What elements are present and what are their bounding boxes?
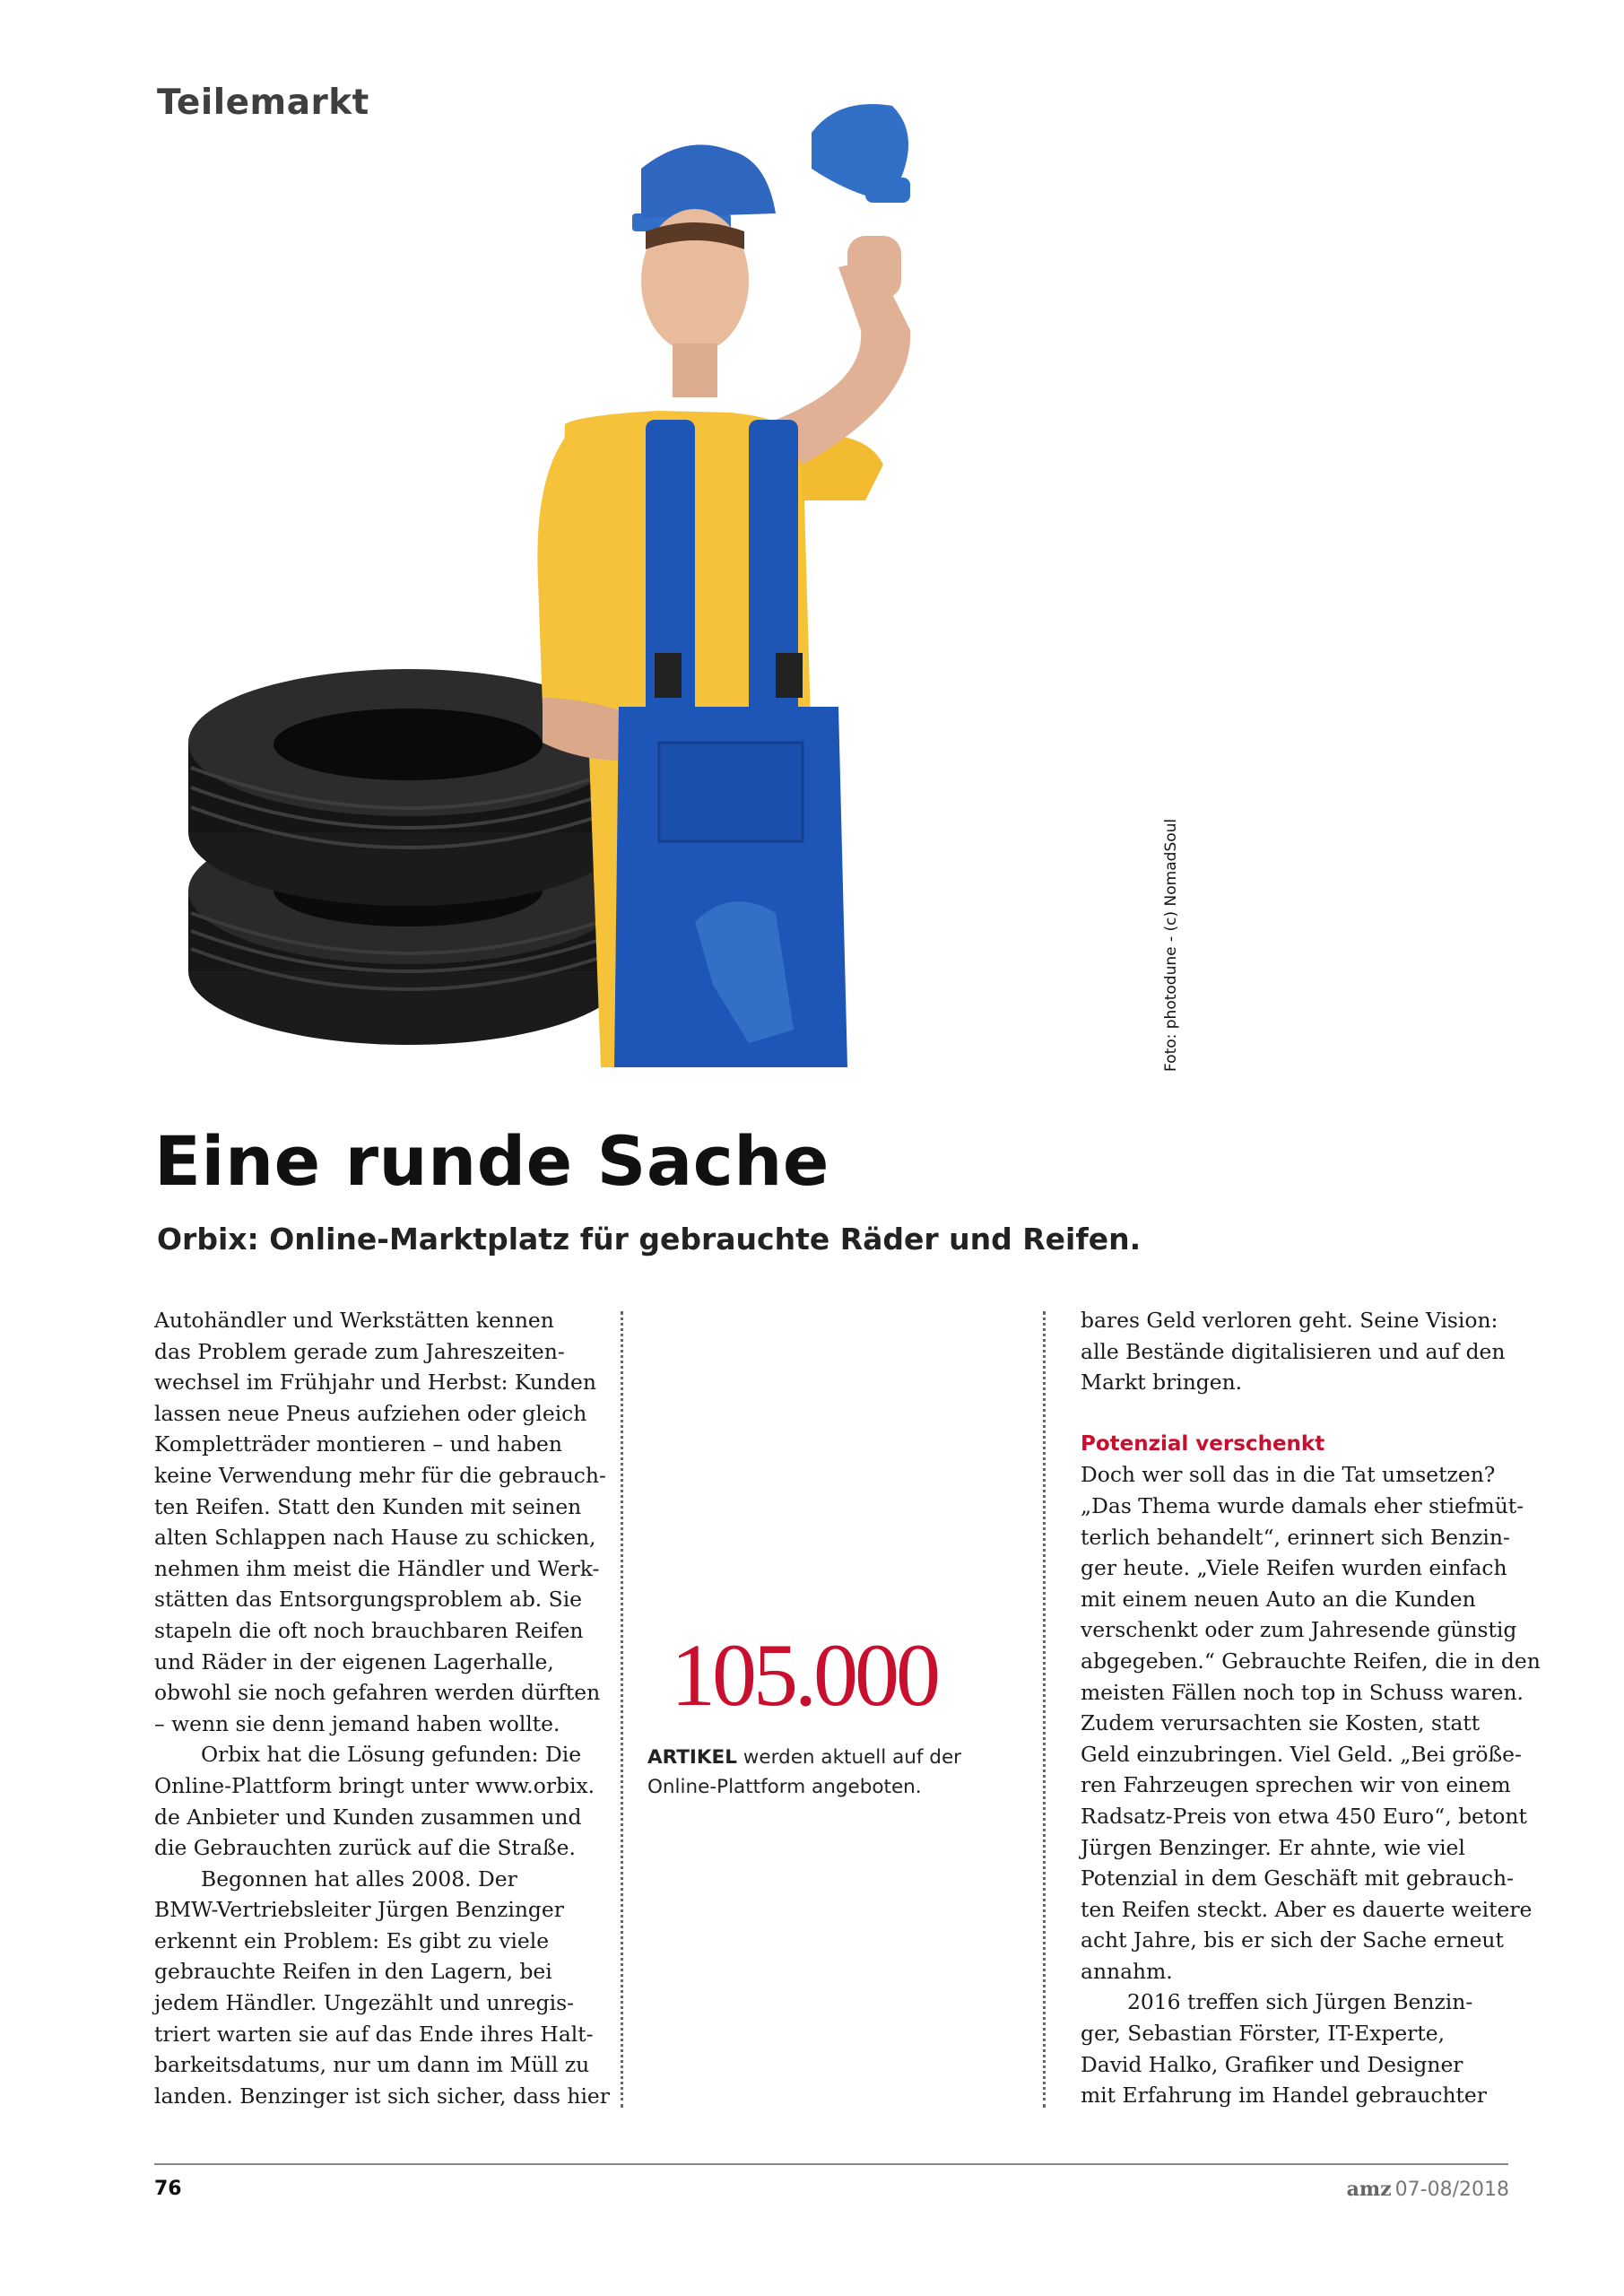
column-divider xyxy=(1043,1311,1046,2108)
magazine-name: amz xyxy=(1346,2178,1392,2201)
footer-rule xyxy=(154,2163,1508,2165)
article-column-3 xyxy=(1081,1305,1541,2111)
subheading: Potenzial verschenkt xyxy=(1081,1431,1325,1456)
paragraph: bares Geld verloren geht. Seine Vision: alle Bestände digitalisieren und auf den Markt bringen. xyxy=(1081,1308,1506,1396)
column-divider xyxy=(621,1311,623,2108)
paragraph: Orbix hat die Lösung gefunden: Die Online-Plattform bringt unter www.orbix. de Anbieter und Kunden zusammen und die Gebrauchten zurück auf die Straße. xyxy=(154,1742,595,1861)
article-column-1 xyxy=(154,1305,610,2111)
headline: Eine runde Sache xyxy=(154,1121,829,1201)
photo-credit: Foto: photodune - (c) NomadSoul xyxy=(1162,818,1180,1072)
subheadline: Orbix: Online-Marktplatz für gebrauchte Räder und Reifen. xyxy=(157,1222,1142,1257)
stat-caption: ARTIKEL werden aktuell auf der Online-Plattform angeboten. xyxy=(647,1746,962,1798)
issue-date: 07-08/2018 xyxy=(1394,2179,1509,2201)
magazine-issue xyxy=(1347,2178,1509,2201)
page-number: 76 xyxy=(154,2178,182,2200)
mechanic-with-tires-photo xyxy=(157,79,1215,1067)
paragraph: 2016 treffen sich Jürgen Benzin- ger, Sebastian Förster, IT-Experte, David Halko, Grafiker und Designer mit Erfahrung im Handel gebrauchter xyxy=(1081,1989,1487,2109)
paragraph: Begonnen hat alles 2008. Der BMW-Vertriebsleiter Jürgen Benzinger erkennt ein Problem: Es gibt zu viele gebrauchte Reifen in den Lagern, bei jedem Händler. Ungezählt und unregis- triert warten sie auf das Ende ihres Halt- barkeitsdatums, nur um dann im Müll zu landen. Benzinger ist sich sicher, dass hier xyxy=(154,1866,610,2109)
stat-caption-keyword: ARTIKEL xyxy=(647,1746,737,1769)
paragraph: Doch wer soll das in die Tat umsetzen? „Das Thema wurde damals eher stiefmüt- terlich behandelt“, erinnert sich Benzin- ger heute. „Viele Reifen wurden einfach mit einem neuen Auto an die Kunden verschenkt oder zum Jahresende günstig abgegeben.“ Gebrauchte Reifen, die in den meisten Fällen noch top in Schuss waren. Zudem verursachten sie Kosten, statt Geld einzubringen. Viel Geld. „Bei größe- ren Fahrzeugen sprechen wir von einem Radsatz-Preis von etwa 450 Euro“, betont Jürgen Benzinger. Er ahnte, wie viel Potenzial in dem Geschäft mit gebrauch- ten Reifen steckt. Aber es dauerte weitere acht Jahre, bis er sich der Sache erneut annahm. xyxy=(1081,1462,1541,1984)
section-label: Teilemarkt xyxy=(157,83,369,123)
paragraph: Autohändler und Werkstätten kennen das Problem gerade zum Jahreszeiten- wechsel im Frühjahr und Herbst: Kunden lassen neue Pneus aufziehen oder gleich Kompletträder montieren – und haben keine Verwendung mehr für die gebrauch- ten Reifen. Statt den Kunden mit seinen alten Schlappen nach Hause zu schicken, nehmen ihm meist die Händler und Werk- stätten das Entsorgungsproblem ab. Sie stapeln die oft noch brauchbaren Reifen und Räder in der eigenen Lagerhalle, obwohl sie noch gefahren werden dürften – wenn sie denn jemand haben wollte. xyxy=(154,1308,606,1736)
stat-number: 105.000 xyxy=(671,1625,937,1725)
